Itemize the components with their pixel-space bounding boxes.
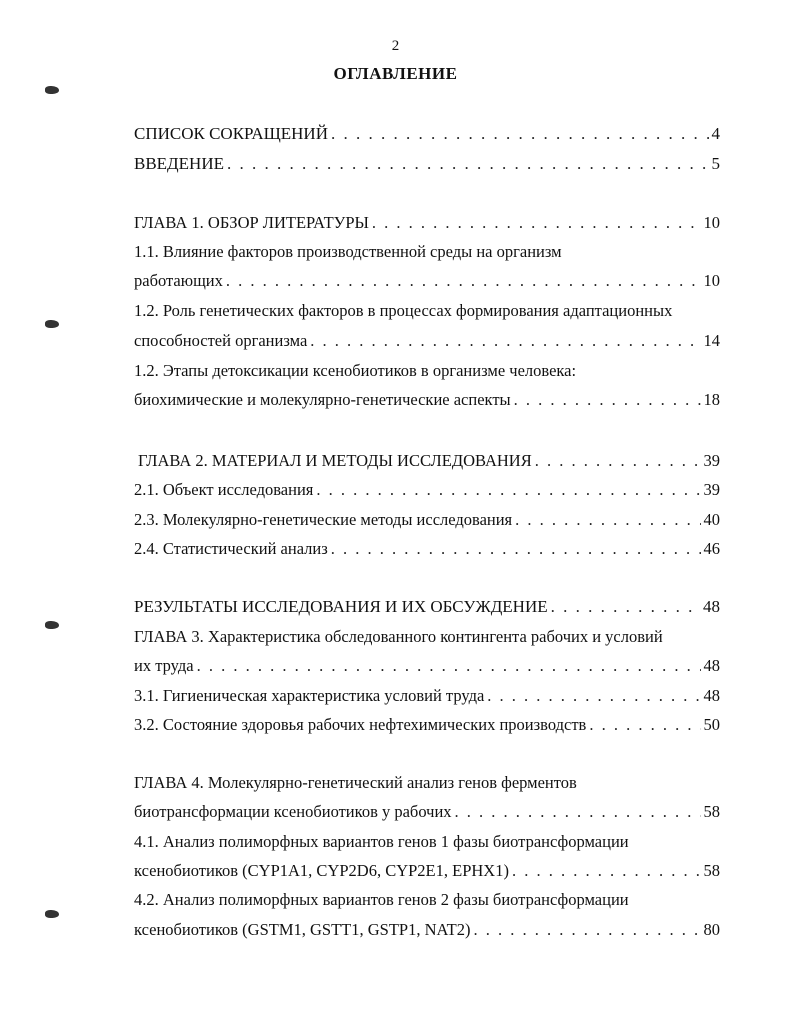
toc-entry-chapter-2[interactable]: ГЛАВА 2. МАТЕРИАЛ И МЕТОДЫ ИССЛЕДОВАНИЯ . . . 39 [138,451,720,471]
page-number: 2 [391,38,400,54]
toc-entry-introduction[interactable]: ВВЕДЕНИЕ . . . 5 [134,154,720,174]
margin-mark [45,86,59,94]
toc-entry-4-1[interactable]: ксенобиотиков (CYP1A1, CYP2D6, CYP2E1, EPHX1) . . . 58 [134,861,720,881]
toc-entry-2-3[interactable]: 2.3. Молекулярно-генетические методы исследования . . . 40 [134,510,720,530]
toc-entry-chapter-4[interactable]: биотрансформации ксенобиотиков у рабочих . . . 58 [134,802,720,822]
toc-entry-3-1[interactable]: 3.1. Гигиеническая характеристика условий труда . . . 48 [134,686,720,706]
toc-entry-2-4[interactable]: 2.4. Статистический анализ . . . 46 [134,539,720,559]
toc-entry-3-2[interactable]: 3.2. Состояние здоровья рабочих нефтехимических производств . . . 50 [134,715,720,735]
margin-mark [45,910,59,918]
toc-entry-2-1[interactable]: 2.1. Объект исследования . . . 39 [134,480,720,500]
toc-entry-abbreviations[interactable]: СПИСОК СОКРАЩЕНИЙ . . . 4 [134,124,720,144]
page-title: ОГЛАВЛЕНИЕ [333,64,458,83]
margin-mark [45,320,59,328]
toc-entry-1-3-line1: 1.2. Этапы детоксикации ксенобиотиков в организме человека: [134,361,577,380]
toc-entry-chapter-4-line1: ГЛАВА 4. Молекулярно-генетический анализ генов ферментов [134,773,577,792]
toc-entry-1-3[interactable]: биохимические и молекулярно-генетические аспекты . . . 18 [134,390,720,410]
toc-entry-1-1-line1: 1.1. Влияние факторов производственной среды на организм [134,242,562,261]
toc-entry-results[interactable]: РЕЗУЛЬТАТЫ ИССЛЕДОВАНИЯ И ИХ ОБСУЖДЕНИЕ . . . 48 [134,597,720,617]
toc-entry-4-2[interactable]: ксенобиотиков (GSTM1, GSTT1, GSTP1, NAT2) . . . 80 [134,920,720,940]
toc-entry-chapter-1[interactable]: ГЛАВА 1. ОБЗОР ЛИТЕРАТУРЫ . . . 10 [134,213,720,233]
toc-entry-chapter-3[interactable]: их труда . . . 48 [134,656,720,676]
toc-entry-1-1[interactable]: работающих . . . 10 [134,271,720,291]
margin-mark [45,621,59,629]
toc-entry-4-2-line1: 4.2. Анализ полиморфных вариантов генов 2 фазы биотрансформации [134,890,629,909]
toc-entry-1-2-line1: 1.2. Роль генетических факторов в процессах формирования адаптационных [134,301,673,320]
toc-entry-1-2[interactable]: способностей организма . . . 14 [134,331,720,351]
toc-entry-4-1-line1: 4.1. Анализ полиморфных вариантов генов 1 фазы биотрансформации [134,832,629,851]
toc-entry-chapter-3-line1: ГЛАВА 3. Характеристика обследованного контингента рабочих и условий [134,627,663,646]
